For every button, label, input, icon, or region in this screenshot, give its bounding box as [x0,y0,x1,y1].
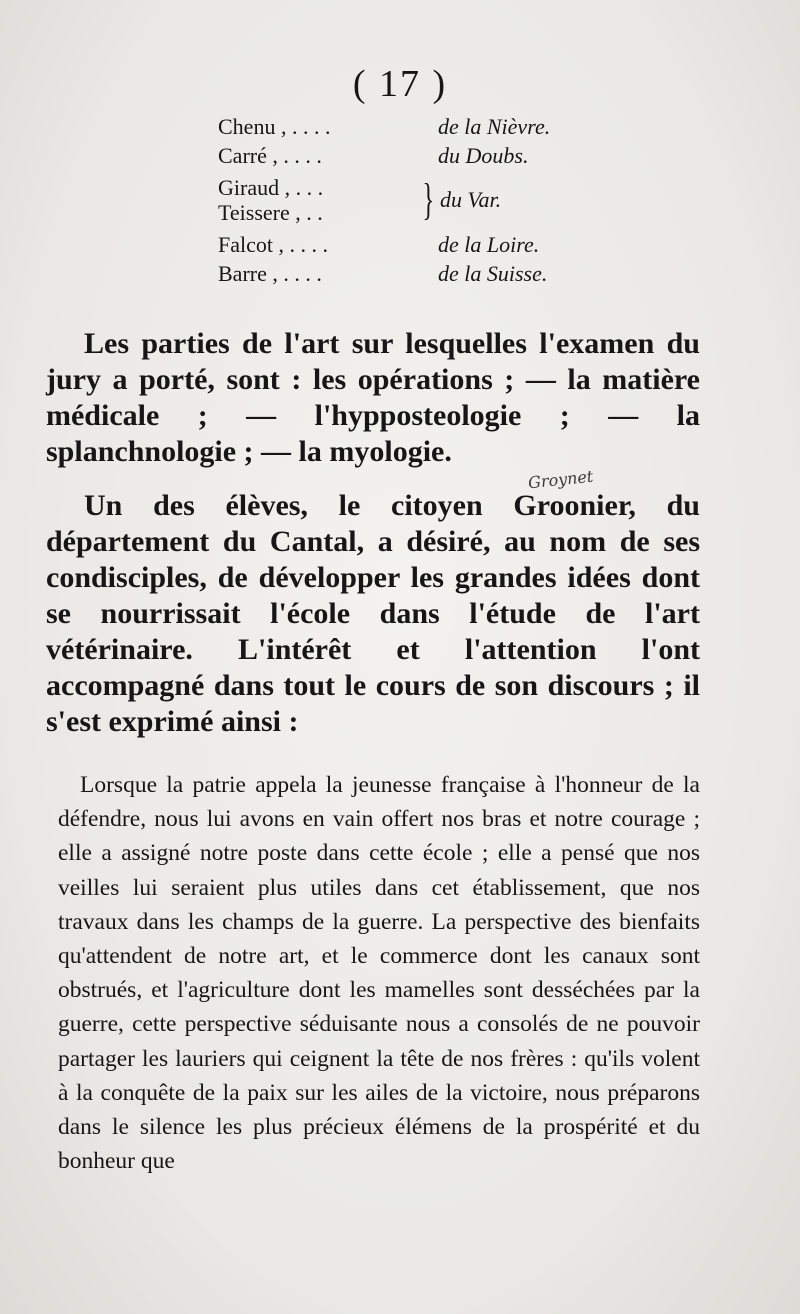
student-name: Teissere , . . [218,200,323,225]
student-department: du Var. [440,187,502,212]
student-name: Barre , . . . . [218,260,322,286]
student-department: du Doubs. [438,142,529,168]
student-department: de la Loire. [438,231,540,257]
student-name: Giraud , . . . [218,175,324,200]
student-name: Falcot , . . . . [218,231,328,257]
student-name: Carré , . . . . [218,142,322,168]
roster-row [218,141,598,170]
student-roster [218,112,598,288]
speaker-intro-paragraph: Un des élèves, le citoyen Groonier, du département du Cantal, a désiré, au nom de ses condisciples, de développer les grandes idées dont se nourrissait l'école dans l'étude de l'art vétérinaire. L'intérêt et l'attention l'ont accompagné dans tout le cours de son discours ; il s'est exprimé ainsi : [46,489,700,738]
exam-subjects-paragraph: Les parties de l'art sur lesquelles l'examen du jury a porté, sont : les opérations ; — la matière médicale ; — l'hypposteologie ; — la splanchnologie ; — la myologie. [46,327,700,468]
page-number: ( 17 ) [352,63,448,105]
roster-row [218,259,598,288]
roster-row [218,112,598,141]
student-name-group [218,175,418,225]
roster-row [218,230,598,259]
handwritten-annotation: Groynet [527,466,595,493]
student-department: de la Nièvre. [438,113,551,139]
student-department: de la Suisse. [438,260,548,286]
roster-row-group [218,170,598,230]
speech-paragraph: Lorsque la patrie appela la jeunesse française à l'honneur de la défendre, nous lui avons en vain offert nos bras et notre courage ; elle a assigné notre poste dans cette école ; elle a pensé que nos veilles lui seraient plus utiles dans cet établissement, que nos travaux dans les champs de la guerre. La perspective des bienfaits qu'attendent de notre art, et le commerce dont les canaux sont obstrués, et l'agriculture dont les mamelles sont desséchées par la guerre, cette perspective séduisante nous a consolés de ne pouvoir partager les lauriers qui ceignent la tête de nos frères : qu'ils volent à la conquête de la paix sur les ailes de la victoire, nous préparons dans le silence les plus précieux élémens de la prospérité et du bonheur que [58,772,700,1175]
brace-glyph: } [422,175,435,224]
student-name: Chenu , . . . . [218,113,331,139]
